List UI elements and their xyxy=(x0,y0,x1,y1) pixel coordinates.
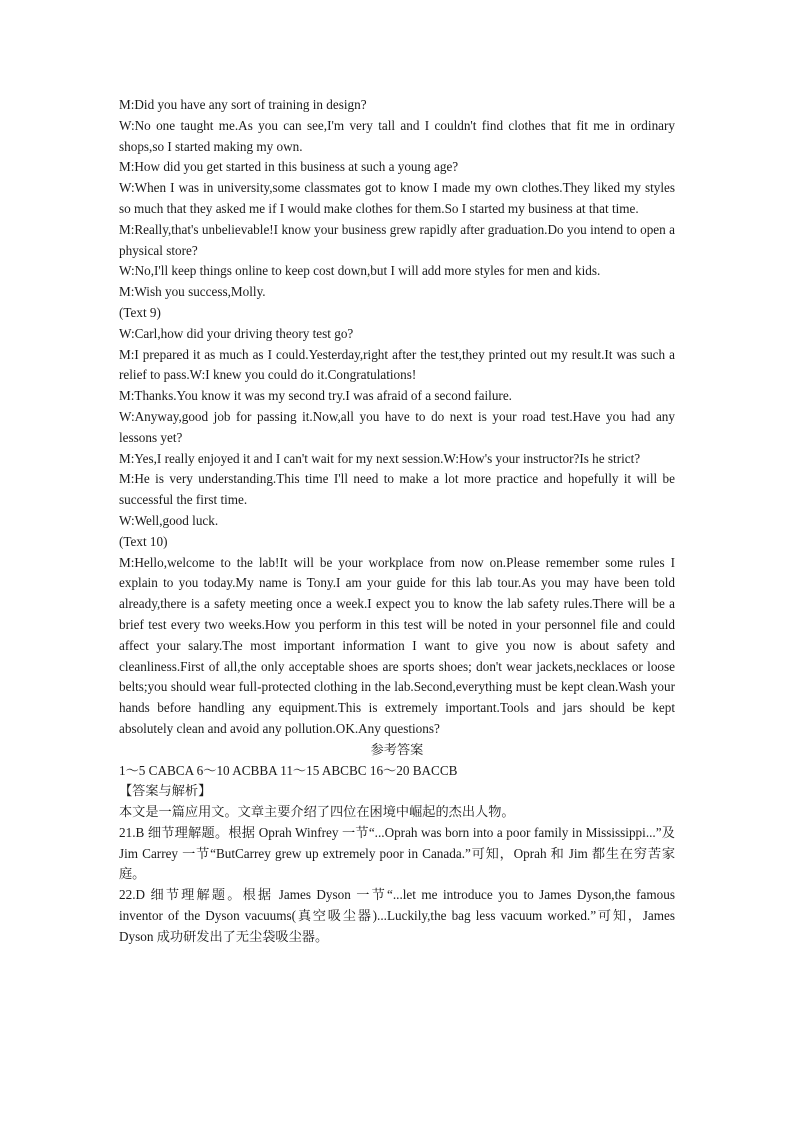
transcript-line: M:Yes,I really enjoyed it and I can't wait for my next session.W:How's your instructor?Is he strict? xyxy=(119,450,641,466)
transcript-line: W:Carl,how did your driving theory test go? xyxy=(119,325,354,341)
answer-heading: 参考答案 xyxy=(370,741,424,757)
transcript-line: W:No,I'll keep things online to keep cost down,but I will add more styles for men and kids. xyxy=(119,263,601,279)
transcript-line: M:Did you have any sort of training in design? xyxy=(119,97,367,112)
transcript-section xyxy=(119,95,675,740)
analysis-paragraph: 本文是一篇应用文。文章主要介绍了四位在困境中崛起的杰出人物。 xyxy=(119,804,515,820)
transcript-line: M:Thanks.You know it was my second try.I was afraid of a second failure. xyxy=(119,388,512,404)
transcript-line: M:Wish you success,Molly. xyxy=(119,284,266,300)
answer-key: 1～5 CABCA 6～10 ACBBA 11～15 ABCBC 16～20 BACCB xyxy=(119,762,458,778)
transcript-line: M:How did you get started in this business at such a young age? xyxy=(119,159,459,175)
analysis-section xyxy=(119,802,675,948)
text-label: (Text 9) xyxy=(119,304,161,320)
transcript-line: W:Well,good luck. xyxy=(119,512,219,528)
transcript-line: M:I prepared it as much as I could.Yesterday,right after the test,they printed out my result.It was such a relief to pass.W:I knew you could do it.Congratulations! xyxy=(119,346,675,383)
analysis-heading: 【答案与解析】 xyxy=(119,783,212,799)
transcript-line: M:Hello,welcome to the lab!It will be your workplace from now on.Please remember some rules I explain to you today.My name is Tony.I am your guide for this lab tour.As you may have been told already,there is a safety meeting once a week.I expect you to know the lab safety rules.There will be a brief test every two weeks.How you perform in this test will be noted in your personnel file and could affect your salary.The most important information I want to give you now is about safety and cleanliness.First of all,the only acceptable shoes are sports shoes; don't wear jackets,necklaces or loose belts;you should wear full-protected clothing in the lab.Second,everything must be kept clean.Wash your hands before handling any equipment.This is extremely important.Tools and jars should be kept absolutely clean and avoid any pollution.OK.Any questions? xyxy=(119,554,675,736)
transcript-line: W:Anyway,good job for passing it.Now,all you have to do next is your road test.Have you had any lessons yet? xyxy=(119,408,675,445)
transcript-line: W:When I was in university,some classmates got to know I made my own clothes.They liked my styles so much that they asked me if I would make clothes for them.So I started my business at that time. xyxy=(119,180,675,216)
document-page xyxy=(119,95,675,948)
text-label: (Text 10) xyxy=(119,533,168,549)
analysis-paragraph: 21.B 细节理解题。根据 Oprah Winfrey 一节“...Oprah was born into a poor family in Mississippi...”及 Jim Carrey 一节“ButCarrey grew up extremely poor in Canada.”可知，Oprah 和 Jim 都生在穷苦家庭。 xyxy=(119,824,675,882)
analysis-paragraph: 22.D 细节理解题。根据 James Dyson 一节“...let me introduce you to James Dyson,the famous inventor of the Dyson vacuums(真空吸尘器)...Luckily,the bag less vacuum worked.”可知，James Dyson 成功研发出了无尘袋吸尘器。 xyxy=(119,887,675,944)
transcript-line: M:He is very understanding.This time I'll need to make a lot more practice and hopefully it will be successful the first time. xyxy=(119,471,675,508)
transcript-line: M:Really,that's unbelievable!I know your business grew rapidly after graduation.Do you intend to open a physical store? xyxy=(119,221,675,258)
transcript-line: W:No one taught me.As you can see,I'm very tall and I couldn't find clothes that fit me in ordinary shops,so I started making my own. xyxy=(119,117,675,154)
